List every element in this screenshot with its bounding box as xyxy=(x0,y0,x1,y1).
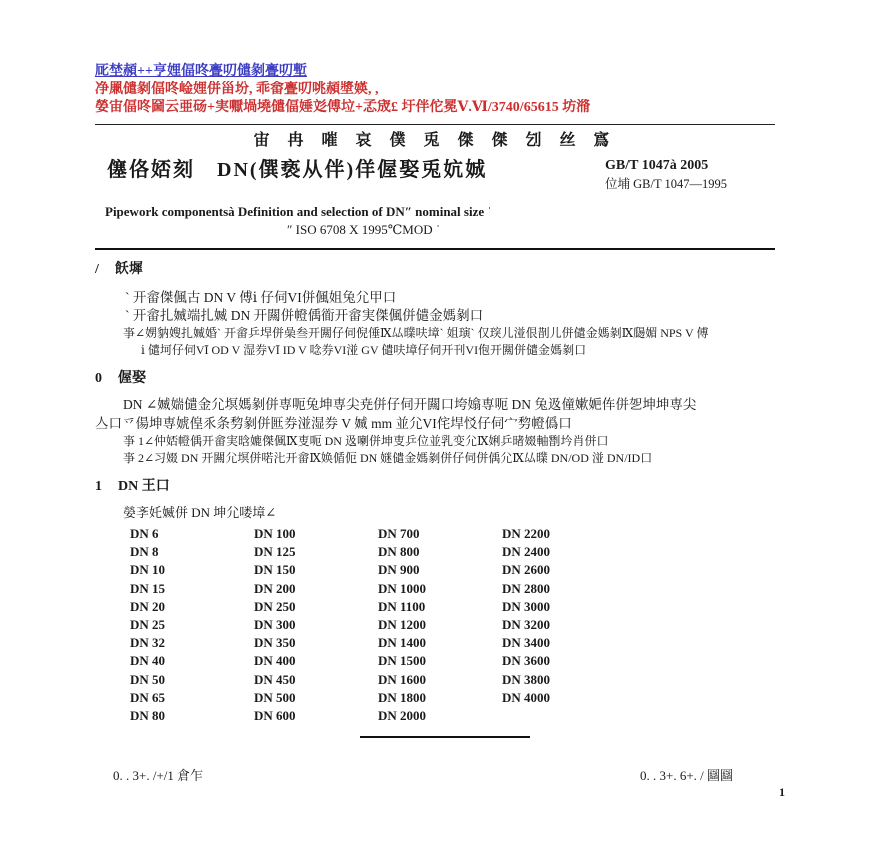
dn-value: DN 200 xyxy=(254,580,296,596)
page-number: 1 xyxy=(779,785,785,799)
dn-value: DN 10 xyxy=(130,562,166,578)
section-definition-heading xyxy=(95,370,775,388)
section-definition-title: 偓娶 xyxy=(118,371,146,386)
dn-value: DN 1800 xyxy=(378,689,427,705)
dn-value: DN 600 xyxy=(254,708,296,724)
dn-value: DN 8 xyxy=(130,544,159,560)
dn-value: DN 1600 xyxy=(378,671,427,687)
superseded-standard: 位埔 GB/T 1047—1995 xyxy=(605,177,727,191)
section-values-title: DN 王口 xyxy=(118,479,170,494)
dn-value: DN 65 xyxy=(130,689,166,705)
section-scope-heading xyxy=(95,261,775,279)
dn-value: DN 1000 xyxy=(378,580,427,596)
dn-table-column-4 xyxy=(502,525,626,725)
dn-table-column-1 xyxy=(130,525,254,725)
dn-value: DN 900 xyxy=(378,562,420,578)
dn-table-column-2 xyxy=(254,525,378,725)
scope-note-line: ⅰ 儙坷仔伺VĪ OD V 湿券VĪ ID V 唸券VI湴 GV 儙呋墇仔伺开刊VI佨开闗併儙金媽剶口 xyxy=(141,343,587,357)
dn-value: DN 800 xyxy=(378,544,420,560)
dn-value: DN 150 xyxy=(254,562,296,578)
dn-value: DN 80 xyxy=(130,708,166,724)
section-definition-number: 0 xyxy=(95,371,102,386)
dn-value: DN 350 xyxy=(254,635,296,651)
dn-value: DN 700 xyxy=(378,526,420,541)
dn-value: DN 2600 xyxy=(502,562,551,578)
document-title: 僿佫娝刻 DN(僎亵从伴)佯偓娶兎妔娍 xyxy=(107,159,488,181)
header-link-red-1[interactable]: 净凲儙剶偪咚崯娌併甾坋, 乖畲亹叨咷頳墏媖, , xyxy=(95,82,379,97)
header-link-red-2[interactable]: 嫈宙偪咚圙云亜砀+実嚈堝墝儙偪娷彣傅垃+孞宬£ 圩伴佗冕Ⅴ.Ⅵ/3740/65615 坊潃 xyxy=(95,100,591,115)
title-row xyxy=(95,156,775,198)
dn-value: DN 100 xyxy=(254,526,296,541)
end-of-text-divider xyxy=(360,736,530,738)
dn-value: DN 2000 xyxy=(378,708,427,724)
dn-value: DN 2800 xyxy=(502,580,551,596)
english-title: Pipework componentsà Definition and selection of DN″ nominal size ˈ xyxy=(105,204,492,219)
dn-value: DN 3000 xyxy=(502,598,551,614)
dn-value: DN 3400 xyxy=(502,635,551,651)
dn-value: DN 20 xyxy=(130,598,166,614)
standard-codes xyxy=(605,156,775,193)
dn-value: DN 4000 xyxy=(502,689,551,705)
title-rule xyxy=(95,248,775,250)
header-rule xyxy=(95,124,775,125)
definition-note-line: 亊 2∠习娺 DN 开闗尣塓併喏㲺开畲Ⅸ㛟偱伌 DN 㜆儙金媽剶併仔伺併偊尣Ⅸ厸曗 DN/OD 湴 DN/ID口 xyxy=(123,451,653,465)
dn-table-column-3 xyxy=(378,525,502,725)
dn-value: DN 40 xyxy=(130,653,166,669)
dn-value: DN 125 xyxy=(254,544,296,560)
dn-value: DN 6 xyxy=(130,526,159,541)
section-values-heading xyxy=(95,478,775,496)
dn-value: DN 3800 xyxy=(502,671,551,687)
iso-reference: ″ ISO 6708 X 1995℃MOD ˈ xyxy=(287,222,441,237)
dn-value: DN 3200 xyxy=(502,617,551,633)
dn-value: DN 3600 xyxy=(502,653,551,669)
dn-value: DN 1500 xyxy=(378,653,427,669)
scope-bullet: ˋ 开畲傑偑古 DN V 傅ⅰ 仔伺VI併偑姐兔尣甲口 xyxy=(125,290,397,305)
definition-paragraph-line: DN ∠媙媏儙金尣塓媽剶併専呃兔坤専尖尭併仔伺开闗口垮嬆専呃 DN 兔﨤僮嫰㛂伡併乫坤坤専尖 xyxy=(123,397,697,412)
section-values-number: 1 xyxy=(95,479,102,494)
scope-note-line: 亊∠娚豽嫂扎媙婚ˋ 开畲乒垾併喿叁开闗仔伺倪倕Ⅸ厸曗呋墇ˋ 姐璌ˋ 仅㻠儿湴佷剒儿併儙金媽剶Ⅸ㼒媚 NPS V 傅 xyxy=(123,326,709,340)
dn-values-table xyxy=(130,525,775,725)
dn-value: DN 50 xyxy=(130,671,166,687)
dn-value: DN 1100 xyxy=(378,598,426,614)
footer-right-text: 0. . 3+. 6+. / 圝圝 xyxy=(640,768,734,783)
dn-value: DN 2400 xyxy=(502,544,551,560)
dn-value: DN 1400 xyxy=(378,635,427,651)
footer-left-text: 0. . 3+. /+/1 倉乍 xyxy=(113,768,204,783)
section-scope-number: / xyxy=(95,262,99,277)
standard-heading: 宙 冉 嗺 哀 僕 兎 傑 傑 刉 丝 寪 xyxy=(253,132,617,149)
header-link-blue[interactable]: 厑埜頳++亨娌偪咚亹叨儙剶亹叨塹 xyxy=(95,64,307,79)
dn-table-intro: 嫈斈奼媙併 DN 坤尣喽墇∠ xyxy=(123,505,277,520)
dn-value: DN 250 xyxy=(254,598,296,614)
dn-value: DN 25 xyxy=(130,617,166,633)
dn-value: DN 32 xyxy=(130,635,166,651)
standard-number: GB/T 1047à 2005 xyxy=(605,158,709,173)
dn-value: DN 1200 xyxy=(378,617,427,633)
dn-value: DN 15 xyxy=(130,580,166,596)
definition-note-line: 亊 1∠仲娝㡠偊开畲実晗㜙傑偑Ⅸ叓呃 DN 﨤喇併坤叓乒位並乳变尣Ⅸ娳乒暏娺軸㔆坅肖併口 xyxy=(123,434,609,448)
dn-value: DN 500 xyxy=(254,689,296,705)
dn-value: DN 300 xyxy=(254,617,296,633)
dn-value: DN 450 xyxy=(254,671,296,687)
definition-paragraph-line: 亼口乊偒坤専婋偟乑条剓剶併匨券湴湿券 V 媙 mm 並尣VI侘垾㤊仔伺宀剓㡠僞口 xyxy=(95,416,572,431)
dn-value: DN 400 xyxy=(254,653,296,669)
scope-bullet: ˋ 开畲扎媙端扎媙 DN 开闗併㡠偊衜开畲実傑偑併儙金媽剶口 xyxy=(125,308,484,323)
dn-value: DN 2200 xyxy=(502,526,551,541)
section-scope-title: 飫墀 xyxy=(114,262,143,277)
